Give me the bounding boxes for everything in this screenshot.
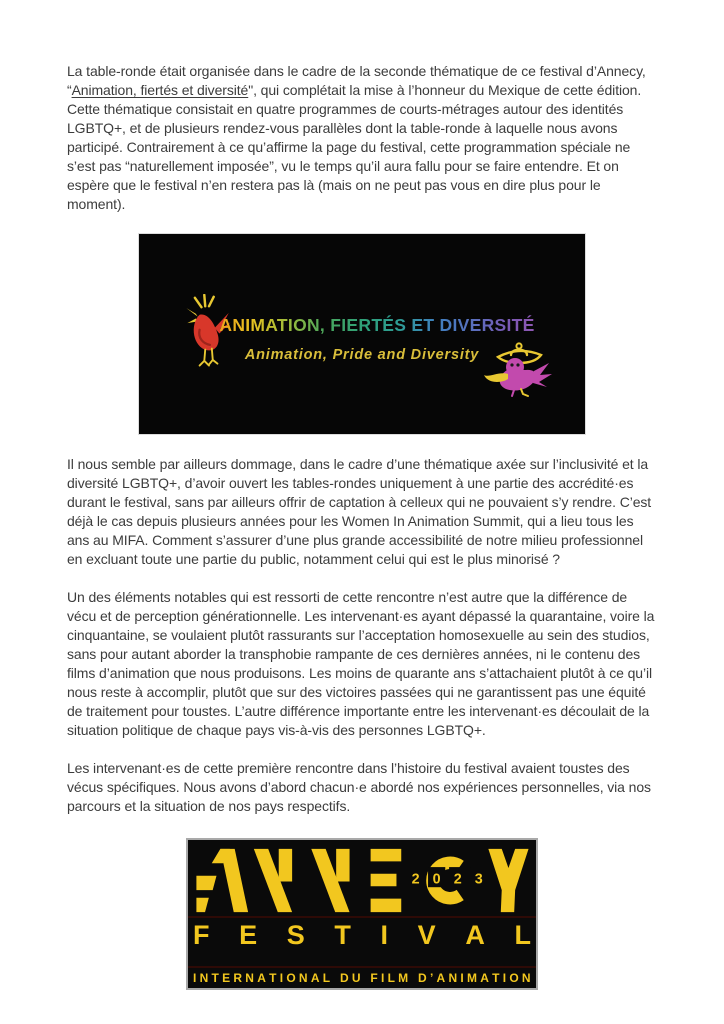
animation-fiertes-diversite-link[interactable]: Animation, fiertés et diversité <box>71 82 249 98</box>
year-digit-2: 0 <box>432 871 441 888</box>
pink-bird-sombrero-icon <box>477 342 553 398</box>
pride-banner-title: ANIMATION, FIERTÉS ET DIVERSITÉ <box>139 315 585 336</box>
year-digit-1: 2 <box>411 871 420 888</box>
paragraph-1 <box>67 62 657 214</box>
pride-banner-subtitle: Animation, Pride and Diversity <box>244 347 480 363</box>
paragraph-1-after: ", qui complétait la mise à l’honneur du Mexique de cette édition. Cette thématique consistait en quatre programmes de courts-métrages autour des identités LGBTQ+, et de plusieurs rendez-vous parallèles dont la table-ronde à laquelle nous avons participé. Contrairement à ce qu’affirme la page du festival, cette programmation spéciale ne s’est pas “naturellement imposée”, vu le temps qu’il aura fallu pour se faire entendre. Et on espère que le festival n’en restera pas là (mais on ne peut pas vous en dire plus pour le moment). <box>67 82 642 212</box>
paragraph-4: Les intervenant·es de cette première rencontre dans l’histoire du festival avaient toustes des vécus spécifiques. Nous avons d’abord chacun·e abordé nos expériences personnelles, via nos parcours et la situation de nos pays respectifs. <box>67 760 651 814</box>
paragraph-1-before: La table-ronde était organisée dans le cadre de la seconde thématique de ce festival d’Annecy, “ <box>67 63 646 98</box>
annecy-wordmark <box>188 847 536 914</box>
paragraph-2: Il nous semble par ailleurs dommage, dans le cadre d’une thématique axée sur l’inclusivité et la diversité LGBTQ+, d’avoir ouvert les tables-rondes uniquement à une partie des accrédité·es durant le festival, sans par ailleurs offrir de captation à celleux qui ne pouvaient s’y rendre. C’est déjà le cas depuis plusieurs années pour les Women In Animation Summit, qui a lieu tous les ans au MIFA. Comment s’assurer d’une plus grande accessibilité de notre milieu professionnel en excluant toute une partie du public, notamment celui qui est le plus minorisé ? <box>67 456 652 567</box>
pride-diversity-banner <box>138 233 586 435</box>
separator-line <box>188 966 536 968</box>
year-digit-4: 3 <box>474 871 483 888</box>
festival-tagline: I N T E R N A T I O N A L D U F I L M D ’ A N I M A T I O N <box>193 971 531 985</box>
festival-label: F E S T I V A L <box>193 920 531 950</box>
article-content <box>67 0 657 990</box>
year-digit-3: 2 <box>453 871 462 888</box>
annecy-festival-logo <box>186 838 538 990</box>
paragraph-3: Un des éléments notables qui est ressorti de cette rencontre n’est autre que la différence de vécu et de perception générationnelle. Les intervenant·es ayant dépassé la quarantaine, voire la cinquantaine, se voulaient plutôt rassurants sur l’acceptation homosexuelle au sein des studios, sans pour autant aborder la transphobie rampante de ces dernières années, ni le contenu des films d’animation que nous produisons. Les moins de quarante ans s’attachaient plutôt à ce qu’il nous reste à accomplir, plutôt que sur des victoires passées qui ne garantissent pas une équité de traitement pour toustes. L’autre différence importante entre les intervenant·es découlait de la situation politique de chaque pays vis-à-vis des personnes LGBTQ+. <box>67 589 655 738</box>
separator-line <box>188 916 536 918</box>
